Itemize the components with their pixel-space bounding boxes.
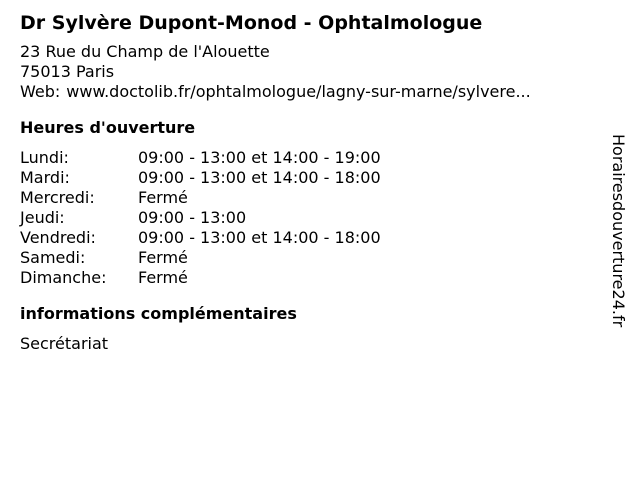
day-hours: Fermé bbox=[138, 268, 188, 287]
hours-row-friday bbox=[20, 228, 600, 248]
page-title: Dr Sylvère Dupont-Monod - Ophtalmologue bbox=[20, 12, 483, 34]
hours-row-wednesday bbox=[20, 188, 600, 208]
address-line-2: 75013 Paris bbox=[20, 62, 115, 81]
day-label: Lundi: bbox=[20, 148, 69, 167]
day-hours: 09:00 - 13:00 et 14:00 - 18:00 bbox=[138, 228, 381, 247]
brand-watermark bbox=[596, 0, 640, 480]
day-label: Mercredi: bbox=[20, 188, 95, 207]
hours-row-sunday bbox=[20, 268, 600, 288]
day-label: Vendredi: bbox=[20, 228, 96, 247]
day-hours: Fermé bbox=[138, 248, 188, 267]
address-line-1: 23 Rue du Champ de l'Alouette bbox=[20, 42, 270, 61]
day-hours: 09:00 - 13:00 et 14:00 - 18:00 bbox=[138, 168, 381, 187]
day-label: Dimanche: bbox=[20, 268, 107, 287]
opening-hours-heading: Heures d'ouverture bbox=[20, 118, 196, 137]
hours-row-tuesday bbox=[20, 168, 600, 188]
website-label: Web: bbox=[20, 82, 61, 101]
day-hours: Fermé bbox=[138, 188, 188, 207]
brand-text: Horairesdouverture24.fr bbox=[609, 134, 628, 328]
website-link[interactable]: www.doctolib.fr/ophtalmologue/lagny-sur-marne/sylvere... bbox=[66, 82, 531, 101]
additional-info-text: Secrétariat bbox=[20, 334, 109, 353]
additional-info-heading: informations complémentaires bbox=[20, 304, 297, 323]
business-card bbox=[20, 9, 600, 354]
hours-row-monday bbox=[20, 148, 600, 168]
day-label: Jeudi: bbox=[20, 208, 65, 227]
day-hours: 09:00 - 13:00 bbox=[138, 208, 247, 227]
day-label: Mardi: bbox=[20, 168, 70, 187]
website-line bbox=[20, 82, 600, 102]
hours-row-saturday bbox=[20, 248, 600, 268]
hours-row-thursday bbox=[20, 208, 600, 228]
day-hours: 09:00 - 13:00 et 14:00 - 19:00 bbox=[138, 148, 381, 167]
opening-hours-list bbox=[20, 148, 600, 288]
day-label: Samedi: bbox=[20, 248, 86, 267]
